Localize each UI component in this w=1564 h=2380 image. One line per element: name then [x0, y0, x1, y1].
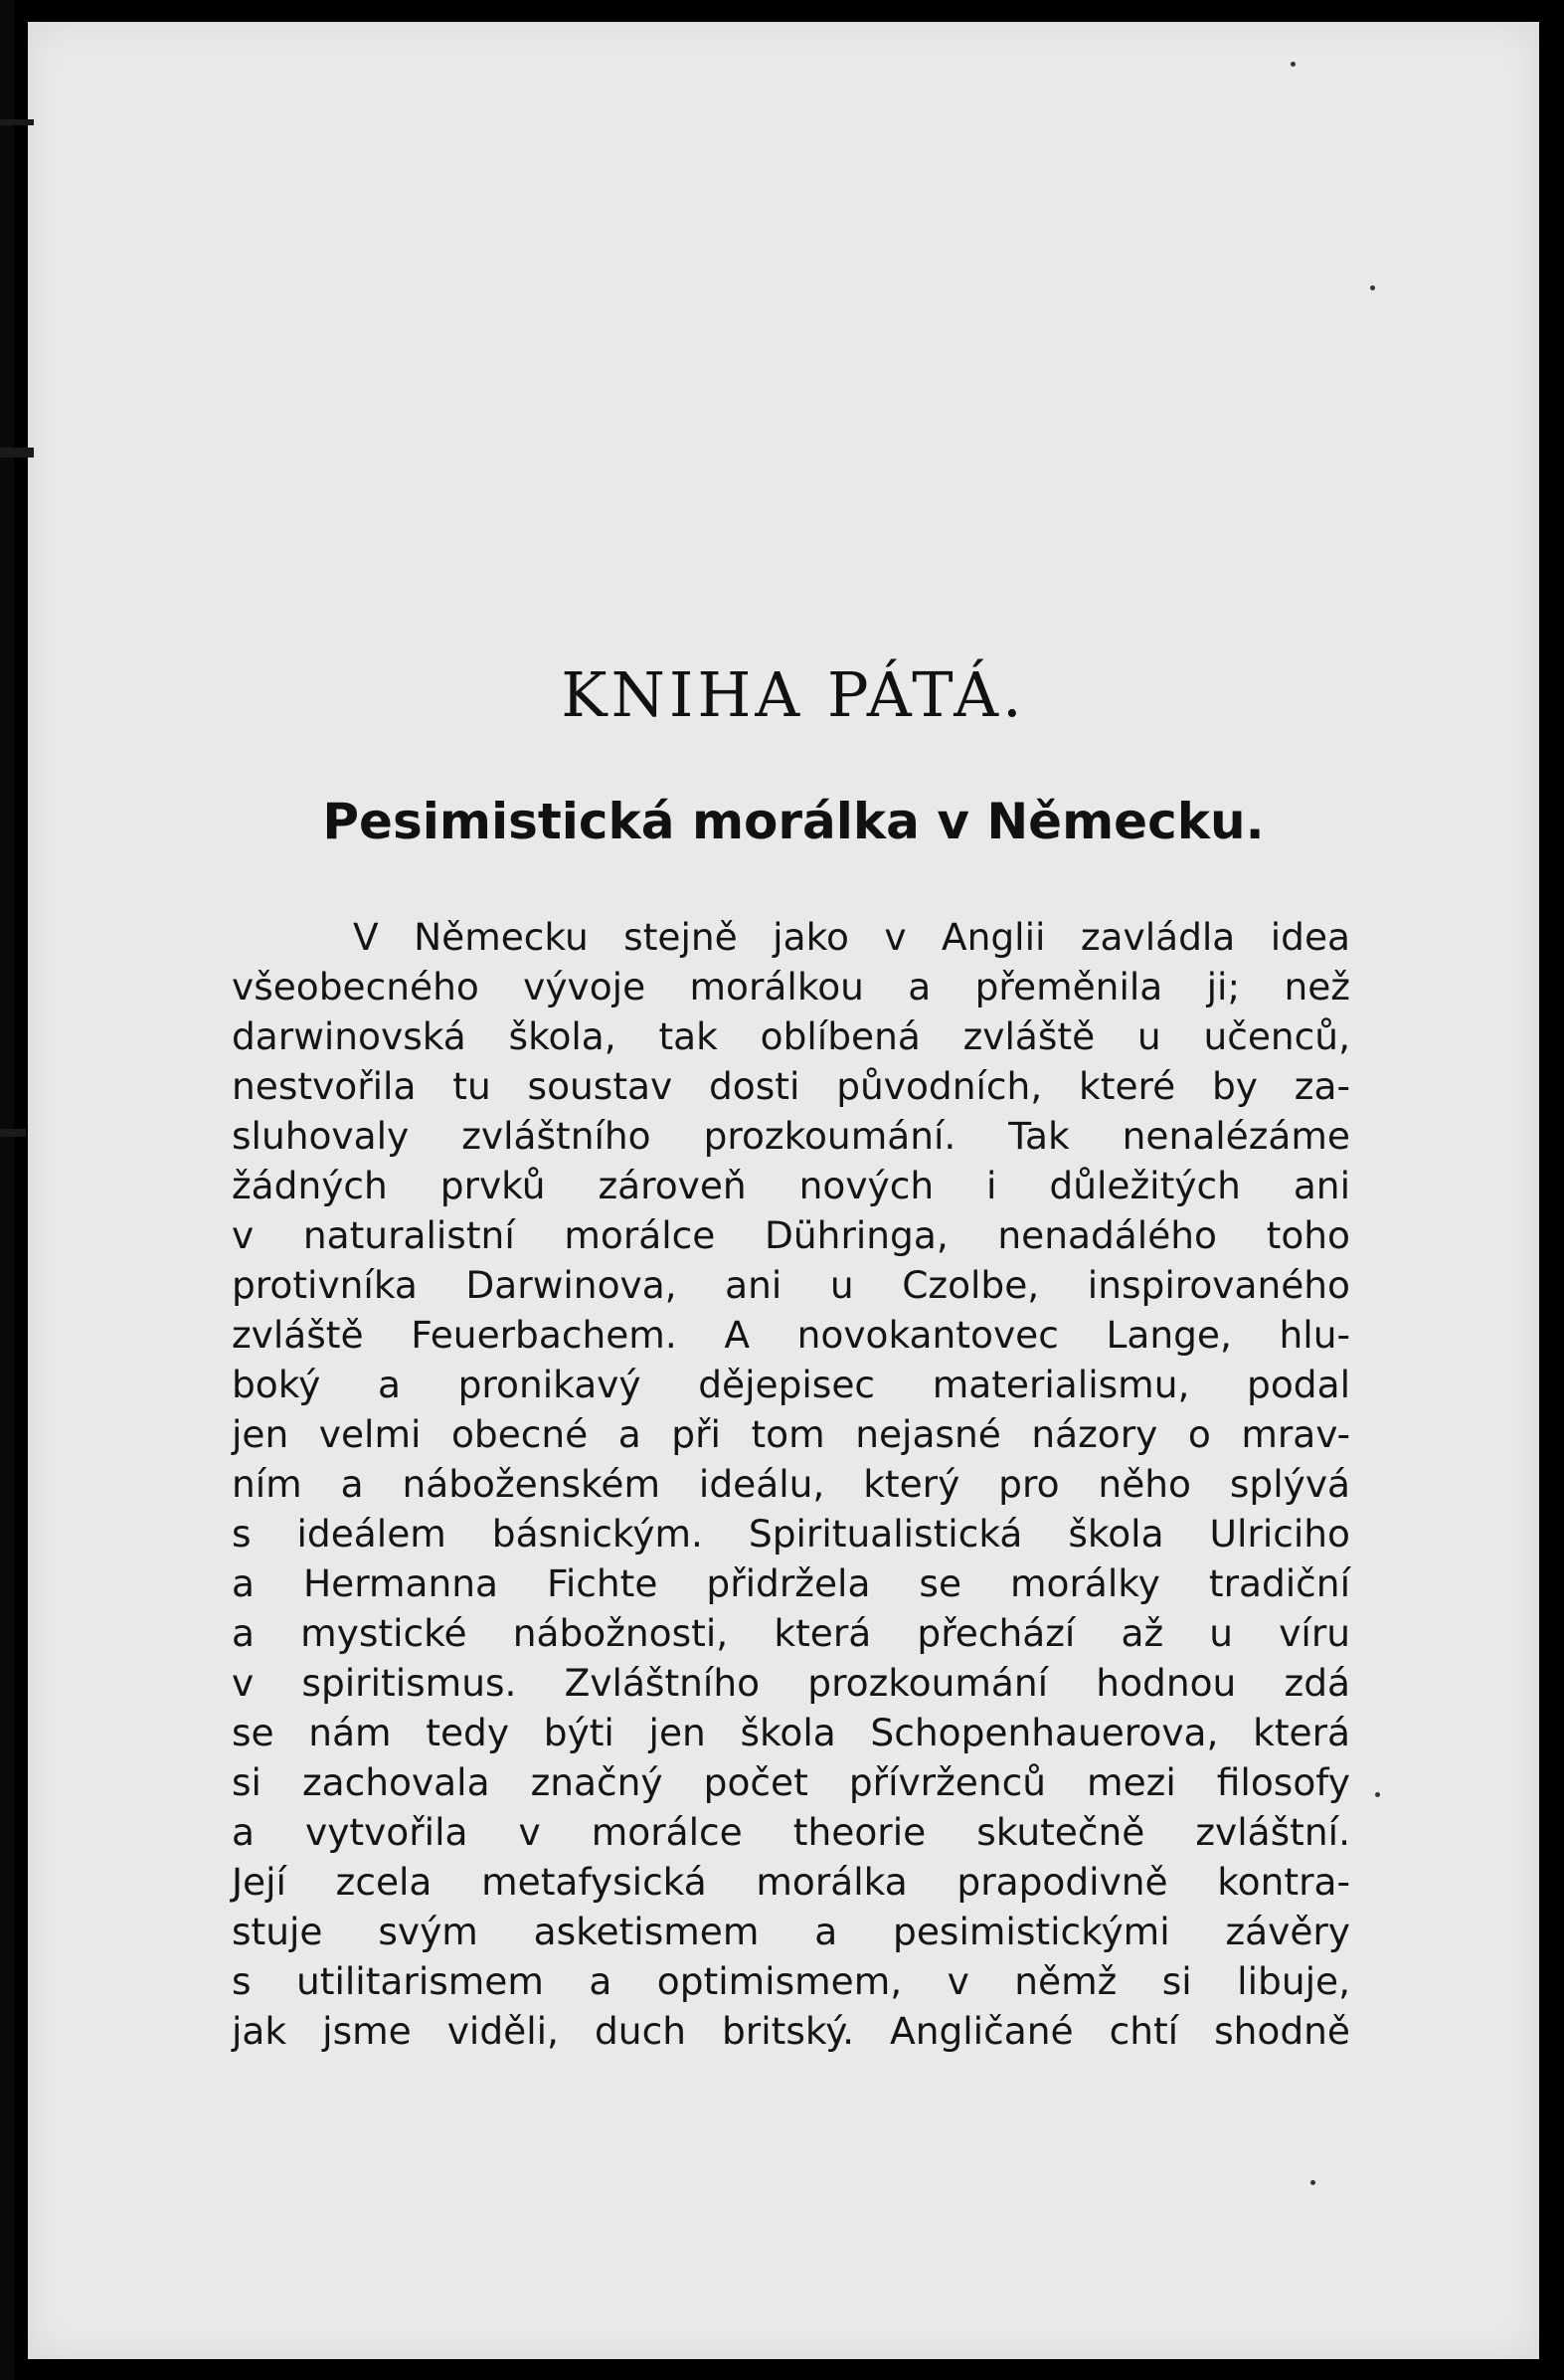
- text-line: sluhovaly zvláštního prozkoumání. Tak nenalézáme: [232, 1114, 1350, 1158]
- text-line: žádných prvků zároveň nových i důležitých ani: [232, 1164, 1350, 1207]
- text-line: všeobecného vývoje morálkou a přeměnila ji; než: [232, 965, 1350, 1008]
- text-line: v naturalistní morálce Dühringa, nenadálého toho: [232, 1213, 1350, 1257]
- text-line: zvláště Feuerbachem. A novokantovec Lange, hlu-: [232, 1313, 1350, 1357]
- scan-margin-mark: [0, 1129, 26, 1137]
- text-line: v spiritismus. Zvláštního prozkoumání hodnou zdá: [232, 1661, 1350, 1705]
- text-line: nestvořila tu soustav dosti původních, které by za-: [232, 1064, 1350, 1108]
- text-line: s ideálem básnickým. Spiritualistická škola Ulriciho: [232, 1512, 1350, 1556]
- scan-left-edge: [0, 0, 14, 2380]
- text-line: protivníka Darwinova, ani u Czolbe, inspirovaného: [232, 1263, 1350, 1307]
- text-line: Její zcela metafysická morálka prapodivně kontra-: [232, 1860, 1350, 1904]
- scan-speck: [1291, 62, 1296, 67]
- scan-speck: [1310, 2180, 1315, 2185]
- chapter-title: Pesimistická morálka v Německu.: [322, 793, 1265, 850]
- book-title: KNIHA PÁTÁ.: [561, 658, 1026, 731]
- text-line: jen velmi obecné a při tom nejasné názory o mrav-: [232, 1412, 1350, 1456]
- scan-speck: [1375, 1792, 1380, 1797]
- text-line: boký a pronikavý dějepisec materialismu, podal: [232, 1363, 1350, 1406]
- text-line: stuje svým asketismem a pesimistickými závěry: [232, 1910, 1350, 1953]
- text-line: se nám tedy býti jen škola Schopenhauerova, která: [232, 1711, 1350, 1754]
- scan-margin-mark: [0, 448, 34, 458]
- text-line: a mystické nábožnosti, která přechází až u víru: [232, 1611, 1350, 1655]
- text-line: a vytvořila v morálce theorie skutečně zvláštní.: [232, 1810, 1350, 1854]
- body-paragraph: [232, 912, 1350, 2056]
- text-line: ním a náboženském ideálu, který pro něho splývá: [232, 1462, 1350, 1506]
- scan-speck: [1370, 285, 1375, 290]
- book-page: [28, 22, 1539, 2359]
- text-line: V Německu stejně jako v Anglii zavládla idea: [353, 915, 1350, 959]
- text-line: jak jsme viděli, duch britský. Angličané chtí shodně: [232, 2009, 1350, 2053]
- text-line: si zachovala značný počet přívrženců mezi filosofy: [232, 1760, 1350, 1804]
- text-line: a Hermanna Fichte přidržela se morálky tradiční: [232, 1561, 1350, 1605]
- scan-margin-mark: [0, 119, 34, 125]
- text-line: darwinovská škola, tak oblíbená zvláště u učenců,: [232, 1014, 1350, 1058]
- text-line: s utilitarismem a optimismem, v němž si libuje,: [232, 1959, 1350, 2003]
